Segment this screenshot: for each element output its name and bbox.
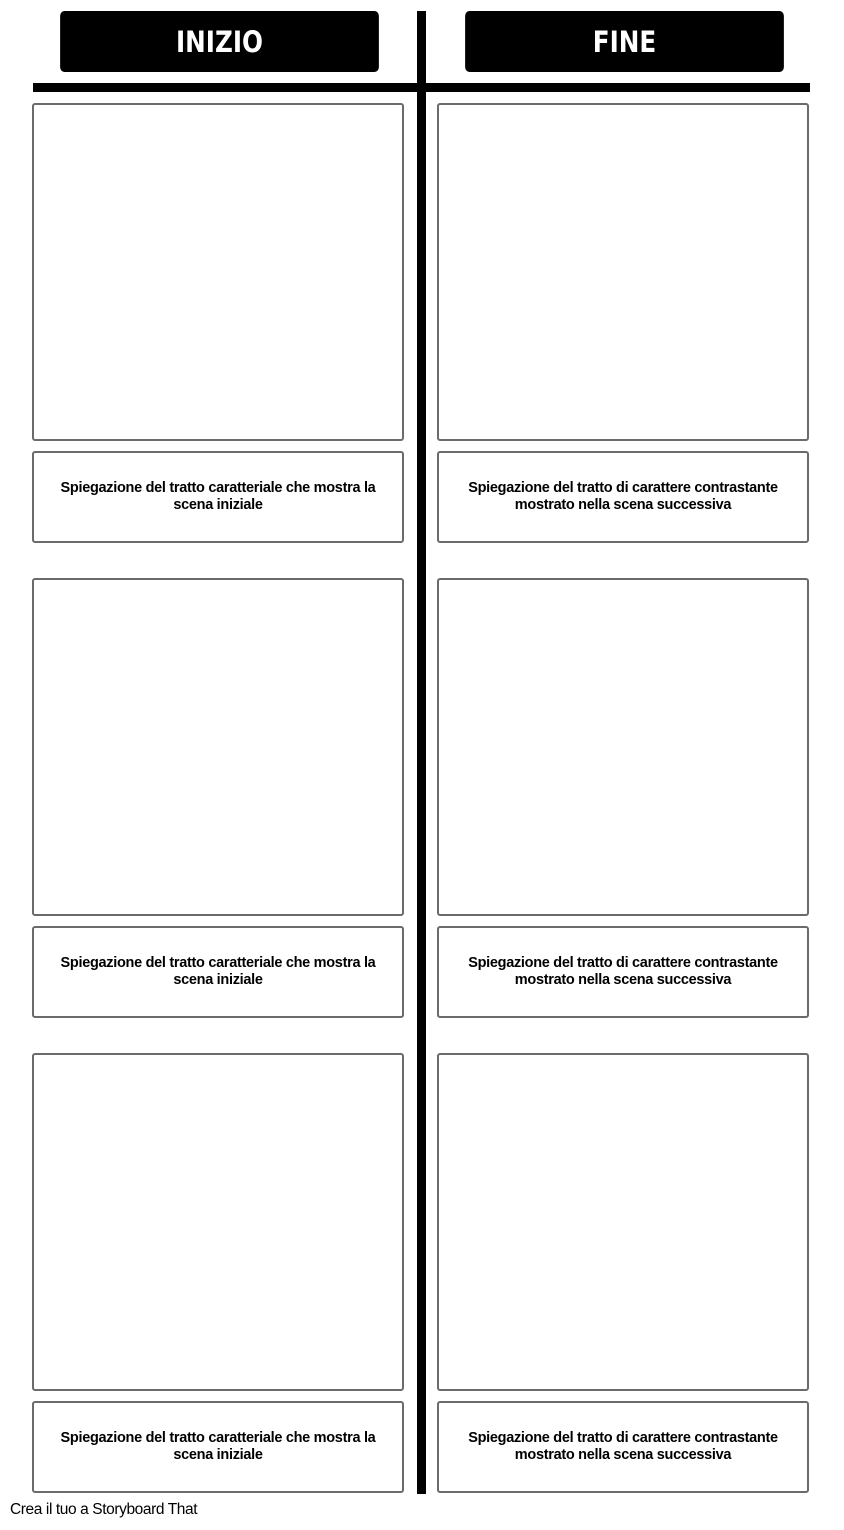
description-cell-left-1[interactable] xyxy=(32,451,404,543)
description-cell-left-2[interactable] xyxy=(32,926,404,1018)
header-inizio: INIZIO xyxy=(60,11,379,72)
description-text: Spiegazione del tratto caratteriale che mostra la scena iniziale xyxy=(60,480,376,513)
scene-image-cell-right-1[interactable] xyxy=(437,103,809,441)
header-fine: FINE xyxy=(465,11,784,72)
description-text: Spiegazione del tratto di carattere contrastante mostrato nella scena successiva xyxy=(468,1430,778,1463)
description-cell-left-3[interactable] xyxy=(32,1401,404,1493)
description-cell-right-2[interactable] xyxy=(437,926,809,1018)
description-cell-right-1[interactable] xyxy=(437,451,809,543)
footer-credit[interactable]: Crea il tuo a Storyboard That xyxy=(10,1501,198,1518)
scene-image-cell-left-1[interactable] xyxy=(32,103,404,441)
scene-image-cell-right-2[interactable] xyxy=(437,578,809,916)
description-text: Spiegazione del tratto caratteriale che mostra la scena iniziale xyxy=(60,1430,376,1463)
description-text: Spiegazione del tratto caratteriale che mostra la scena iniziale xyxy=(60,955,376,988)
description-cell-right-3[interactable] xyxy=(437,1401,809,1493)
scene-image-cell-left-3[interactable] xyxy=(32,1053,404,1391)
scene-image-cell-left-2[interactable] xyxy=(32,578,404,916)
description-text: Spiegazione del tratto di carattere contrastante mostrato nella scena successiva xyxy=(468,480,778,513)
vertical-divider xyxy=(417,11,426,1494)
description-text: Spiegazione del tratto di carattere contrastante mostrato nella scena successiva xyxy=(468,955,778,988)
scene-image-cell-right-3[interactable] xyxy=(437,1053,809,1391)
